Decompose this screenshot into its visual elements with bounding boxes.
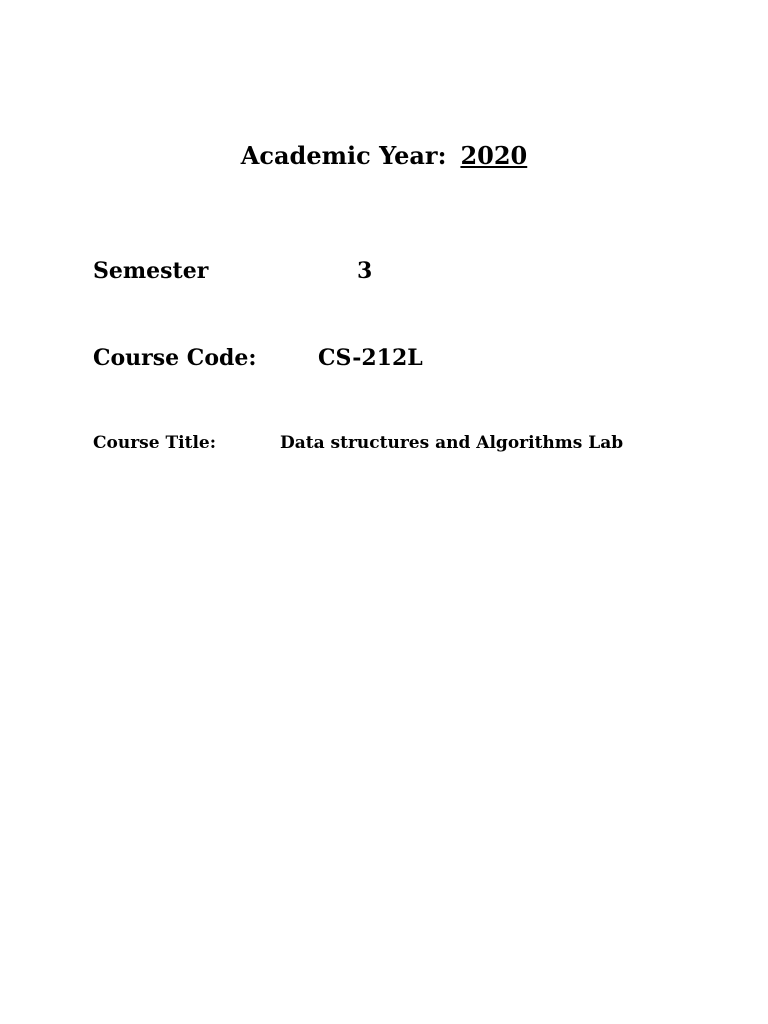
course-title-label: Course Title:	[93, 433, 217, 453]
semester-label: Semester	[93, 258, 209, 284]
course-code-value: CS-212L	[318, 345, 423, 371]
academic-year-line	[0, 138, 768, 174]
course-code-label: Course Code:	[93, 345, 257, 371]
course-title-value: Data structures and Algorithms Lab	[280, 433, 624, 453]
academic-year-label: Academic Year:	[240, 141, 447, 170]
academic-year-value: 2020	[460, 141, 528, 170]
semester-value: 3	[357, 258, 373, 284]
